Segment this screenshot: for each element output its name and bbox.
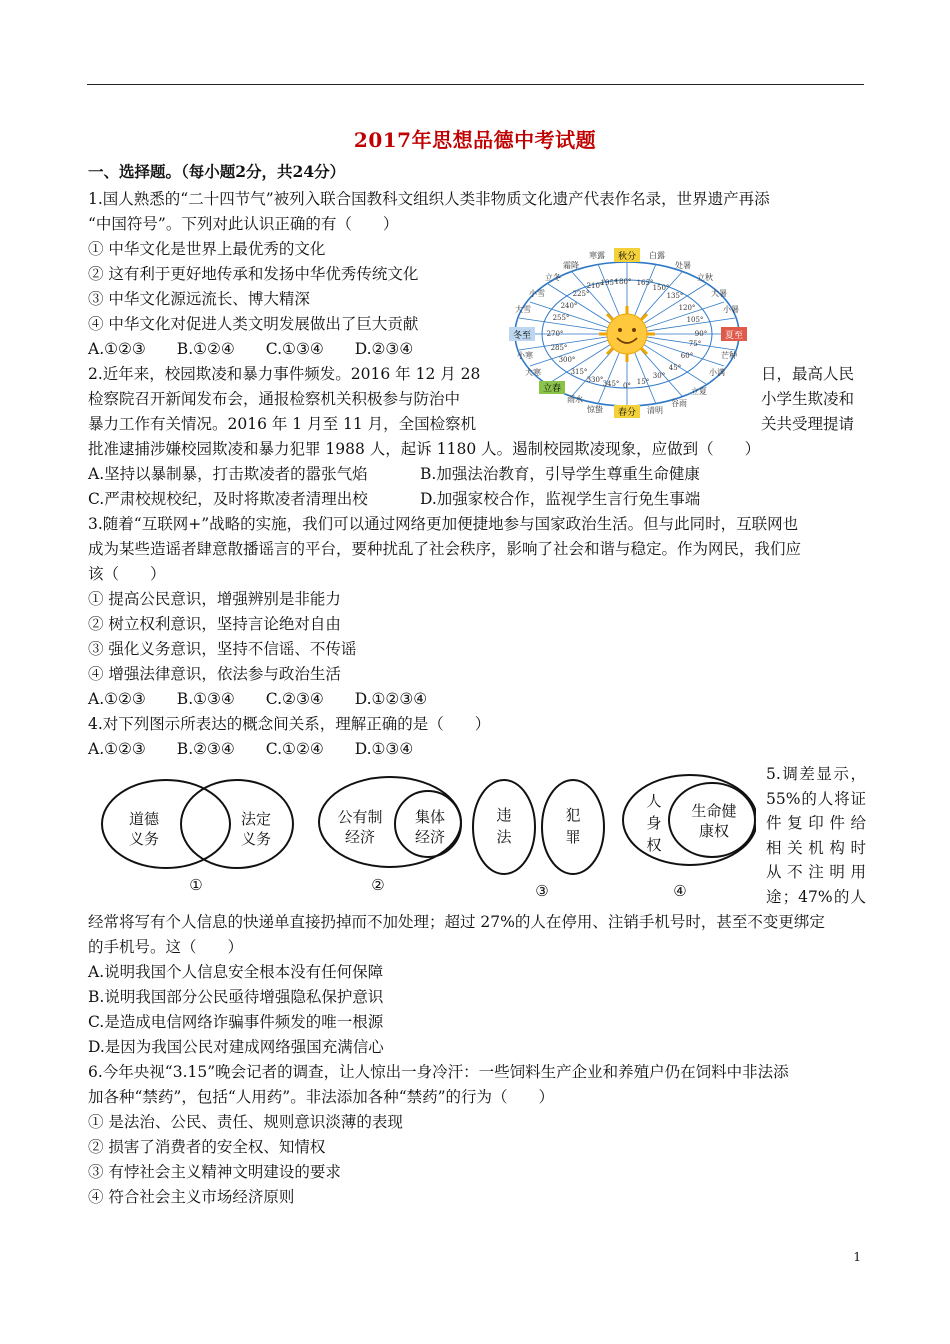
- svg-text:345°: 345°: [602, 380, 620, 388]
- svg-text:315°: 315°: [570, 368, 588, 376]
- svg-text:大雪: 大雪: [515, 305, 531, 314]
- q1-line: 1.国人熟悉的“二十四节气”被列入联合国教科文组织人类非物质文化遗产代表作名录，世界遗产再添: [88, 190, 770, 208]
- svg-text:白露: 白露: [649, 251, 665, 260]
- q2-option: B.加强法治教育，引导学生尊重生命健康: [420, 465, 700, 483]
- svg-text:处暑: 处暑: [675, 261, 691, 270]
- q5-side-text: 5.调差显示， 55%的人将证 件复印件给 相关机构时 从不注明用 途；47%的人: [766, 765, 866, 906]
- svg-text:立秋: 立秋: [697, 273, 713, 282]
- q6-line: 6.今年央视“3.15”晚会记者的调查，让人惊出一身冷汗：一些饲料生产企业和养殖户仍在饲料中非法添: [88, 1063, 789, 1081]
- svg-text:秋分: 秋分: [617, 252, 637, 262]
- svg-text:立夏: 立夏: [691, 387, 707, 396]
- svg-text:生命健: 生命健: [691, 802, 737, 820]
- svg-text:谷雨: 谷雨: [671, 399, 687, 408]
- q3-answers: A.①②③ B.①③④ C.②③④ D.①②③④: [88, 690, 428, 708]
- q2-line-end: 小学生欺凌和: [761, 390, 855, 408]
- q3-line: 成为某些造谣者肆意散播谣言的平台，要种扰乱了社会秩序，影响了社会和谐与稳定。作为网民，我们应: [88, 540, 802, 558]
- q1-option: ③ 中华文化源远流长、博大精深: [88, 290, 310, 308]
- q3-option: ③ 强化义务意识，坚持不信谣、不传谣: [88, 640, 357, 658]
- svg-text:霜降: 霜降: [563, 261, 579, 270]
- svg-text:权: 权: [646, 836, 662, 854]
- q3-line: 该（ ）: [88, 565, 166, 583]
- q1-option: ② 这有利于更好地传承和发扬中华优秀传统文化: [88, 265, 419, 283]
- svg-text:小雪: 小雪: [529, 289, 545, 298]
- q6-option: ④ 符合社会主义市场经济原则: [88, 1188, 295, 1206]
- svg-text:180°: 180°: [614, 278, 632, 286]
- diagram1-left-circle: [102, 780, 230, 868]
- svg-text:大寒: 大寒: [525, 368, 541, 377]
- svg-text:义务: 义务: [128, 830, 160, 848]
- q1-answers: A.①②③ B.①②④ C.①③④ D.②③④: [88, 340, 414, 358]
- svg-text:120°: 120°: [678, 304, 696, 312]
- q2-line: 2.近年来，校园欺凌和暴力事件频发。2016 年 12 月 28: [88, 365, 481, 383]
- svg-text:30°: 30°: [652, 372, 666, 380]
- svg-text:芒种: 芒种: [721, 351, 737, 360]
- svg-text:270°: 270°: [546, 330, 564, 338]
- q3-option: ④ 增强法律意识，依法参与政治生活: [88, 665, 341, 683]
- svg-text:道德: 道德: [128, 810, 160, 828]
- q5-line: 的手机号。这（ ）: [88, 938, 244, 956]
- q4-line: 4.对下列图示所表达的概念间关系，理解正确的是（ ）: [88, 715, 491, 733]
- header-rule: [87, 84, 864, 85]
- svg-text:春分: 春分: [617, 408, 637, 418]
- solar-terms-wheel: [503, 246, 765, 418]
- q2-line: 暴力工作有关情况。2016 年 1 月至 11 月，全国检察机: [88, 415, 477, 433]
- diagram3-left-circle: [473, 780, 535, 874]
- q5-option: B.说明我国部分公民亟待增强隐私保护意识: [88, 988, 384, 1006]
- svg-text:经济: 经济: [344, 828, 376, 846]
- svg-text:小暑: 小暑: [723, 305, 739, 314]
- q6-option: ② 损害了消费者的安全权、知情权: [88, 1138, 326, 1156]
- svg-text:清明: 清明: [647, 406, 663, 415]
- q4-answers: A.①②③ B.②③④ C.①②④ D.①③④: [88, 740, 414, 758]
- svg-text:330°: 330°: [586, 376, 604, 384]
- diagram1-right-circle: [181, 780, 293, 868]
- svg-text:冬至: 冬至: [512, 331, 532, 341]
- svg-text:④: ④: [673, 882, 687, 900]
- svg-text:90°: 90°: [694, 330, 708, 338]
- q2-option: C.严肃校规校纪，及时将欺凌者清理出校: [88, 490, 368, 508]
- q3-option: ① 提高公民意识，增强辨别是非能力: [88, 590, 341, 608]
- svg-text:225°: 225°: [572, 290, 590, 298]
- svg-text:195°: 195°: [600, 279, 618, 287]
- diagram4-inner-circle: [669, 783, 755, 857]
- svg-text:法定: 法定: [240, 810, 272, 828]
- q2-option: D.加强家校合作，监视学生言行免生事端: [420, 490, 701, 508]
- svg-text:雨水: 雨水: [567, 395, 583, 404]
- svg-text:60°: 60°: [680, 352, 694, 360]
- q3-option: ② 树立权利意识，坚持言论绝对自由: [88, 615, 341, 633]
- svg-text:210°: 210°: [586, 282, 604, 290]
- svg-text:集体: 集体: [414, 808, 446, 826]
- svg-text:②: ②: [371, 876, 385, 894]
- q5-line: 经常将写有个人信息的快递单直接扔掉而不加处理；超过 27%的人在停用、注销手机号时，甚至不变更绑定: [88, 913, 825, 931]
- svg-text:罪: 罪: [565, 828, 581, 846]
- q2-option: A.坚持以暴制暴，打击欺凌者的嚣张气焰: [88, 465, 368, 483]
- svg-text:寒露: 寒露: [589, 251, 605, 260]
- svg-text:0°: 0°: [623, 382, 631, 390]
- svg-text:夏至: 夏至: [724, 331, 744, 341]
- q2-line: 检察院召开新闻发布会，通报检察机关积极参与防治中: [88, 390, 461, 408]
- svg-text:75°: 75°: [688, 340, 702, 348]
- svg-text:135°: 135°: [666, 292, 684, 300]
- page-number: 1: [853, 1250, 861, 1264]
- svg-text:义务: 义务: [240, 830, 272, 848]
- svg-text:公有制: 公有制: [337, 808, 383, 826]
- svg-text:小满: 小满: [709, 368, 725, 377]
- svg-text:立冬: 立冬: [545, 273, 561, 282]
- svg-text:165°: 165°: [636, 279, 654, 287]
- svg-text:240°: 240°: [560, 302, 578, 310]
- section-heading: 一、选择题。（每小题2分，共24分）: [88, 162, 346, 181]
- svg-text:小寒: 小寒: [517, 351, 533, 360]
- q3-line: 3.随着“互联网+”战略的实施，我们可以通过网络更加便捷地参与国家政治生活。但与此同时，互联网也: [88, 515, 799, 533]
- q5-option: D.是因为我国公民对建成网络强国充满信心: [88, 1038, 384, 1056]
- q1-option: ① 中华文化是世界上最优秀的文化: [88, 240, 326, 258]
- svg-text:犯: 犯: [565, 806, 581, 824]
- q2-line-end: 日，最高人民: [761, 365, 855, 383]
- svg-text:身: 身: [646, 814, 662, 832]
- q2-line: 批准逮捕涉嫌校园欺凌和暴力犯罪 1988 人，起诉 1180 人。遏制校园欺凌现象，应做到（ ）: [88, 440, 761, 458]
- svg-text:经济: 经济: [414, 828, 446, 846]
- q2-line-end: 关共受理提请: [761, 415, 855, 433]
- svg-text:康权: 康权: [698, 822, 730, 840]
- q5-option: A.说明我国个人信息安全根本没有任何保障: [88, 963, 384, 981]
- svg-text:违: 违: [496, 806, 512, 824]
- q6-option: ① 是法治、公民、责任、规则意识淡薄的表现: [88, 1113, 403, 1131]
- page-title: 2017年思想品德中考试题: [353, 128, 597, 152]
- q6-line: 加各种“禁药”，包括“人用药”。非法添加各种“禁药”的行为（ ）: [88, 1088, 555, 1106]
- concept-diagrams: [96, 772, 756, 902]
- svg-text:大暑: 大暑: [711, 289, 727, 298]
- q6-option: ③ 有悖社会主义精神文明建设的要求: [88, 1163, 341, 1181]
- svg-text:法: 法: [496, 828, 512, 846]
- svg-text:255°: 255°: [552, 314, 570, 322]
- svg-text:惊蛰: 惊蛰: [587, 405, 603, 414]
- svg-text:150°: 150°: [652, 284, 670, 292]
- svg-text:15°: 15°: [636, 378, 650, 386]
- q1-line: “中国符号”。下列对此认识正确的有（ ）: [88, 215, 399, 233]
- svg-text:①: ①: [189, 876, 203, 894]
- q1-option: ④ 中华文化对促进人类文明发展做出了巨大贡献: [88, 315, 419, 333]
- svg-text:45°: 45°: [668, 364, 682, 372]
- svg-text:105°: 105°: [686, 316, 704, 324]
- diagram3-right-circle: [542, 780, 604, 874]
- svg-text:③: ③: [535, 882, 549, 900]
- q5-option: C.是造成电信网络诈骗事件频发的唯一根源: [88, 1013, 384, 1031]
- sun-icon: [599, 306, 655, 362]
- svg-text:285°: 285°: [550, 344, 568, 352]
- svg-text:300°: 300°: [558, 356, 576, 364]
- svg-text:人: 人: [646, 792, 662, 810]
- svg-text:立春: 立春: [542, 384, 562, 394]
